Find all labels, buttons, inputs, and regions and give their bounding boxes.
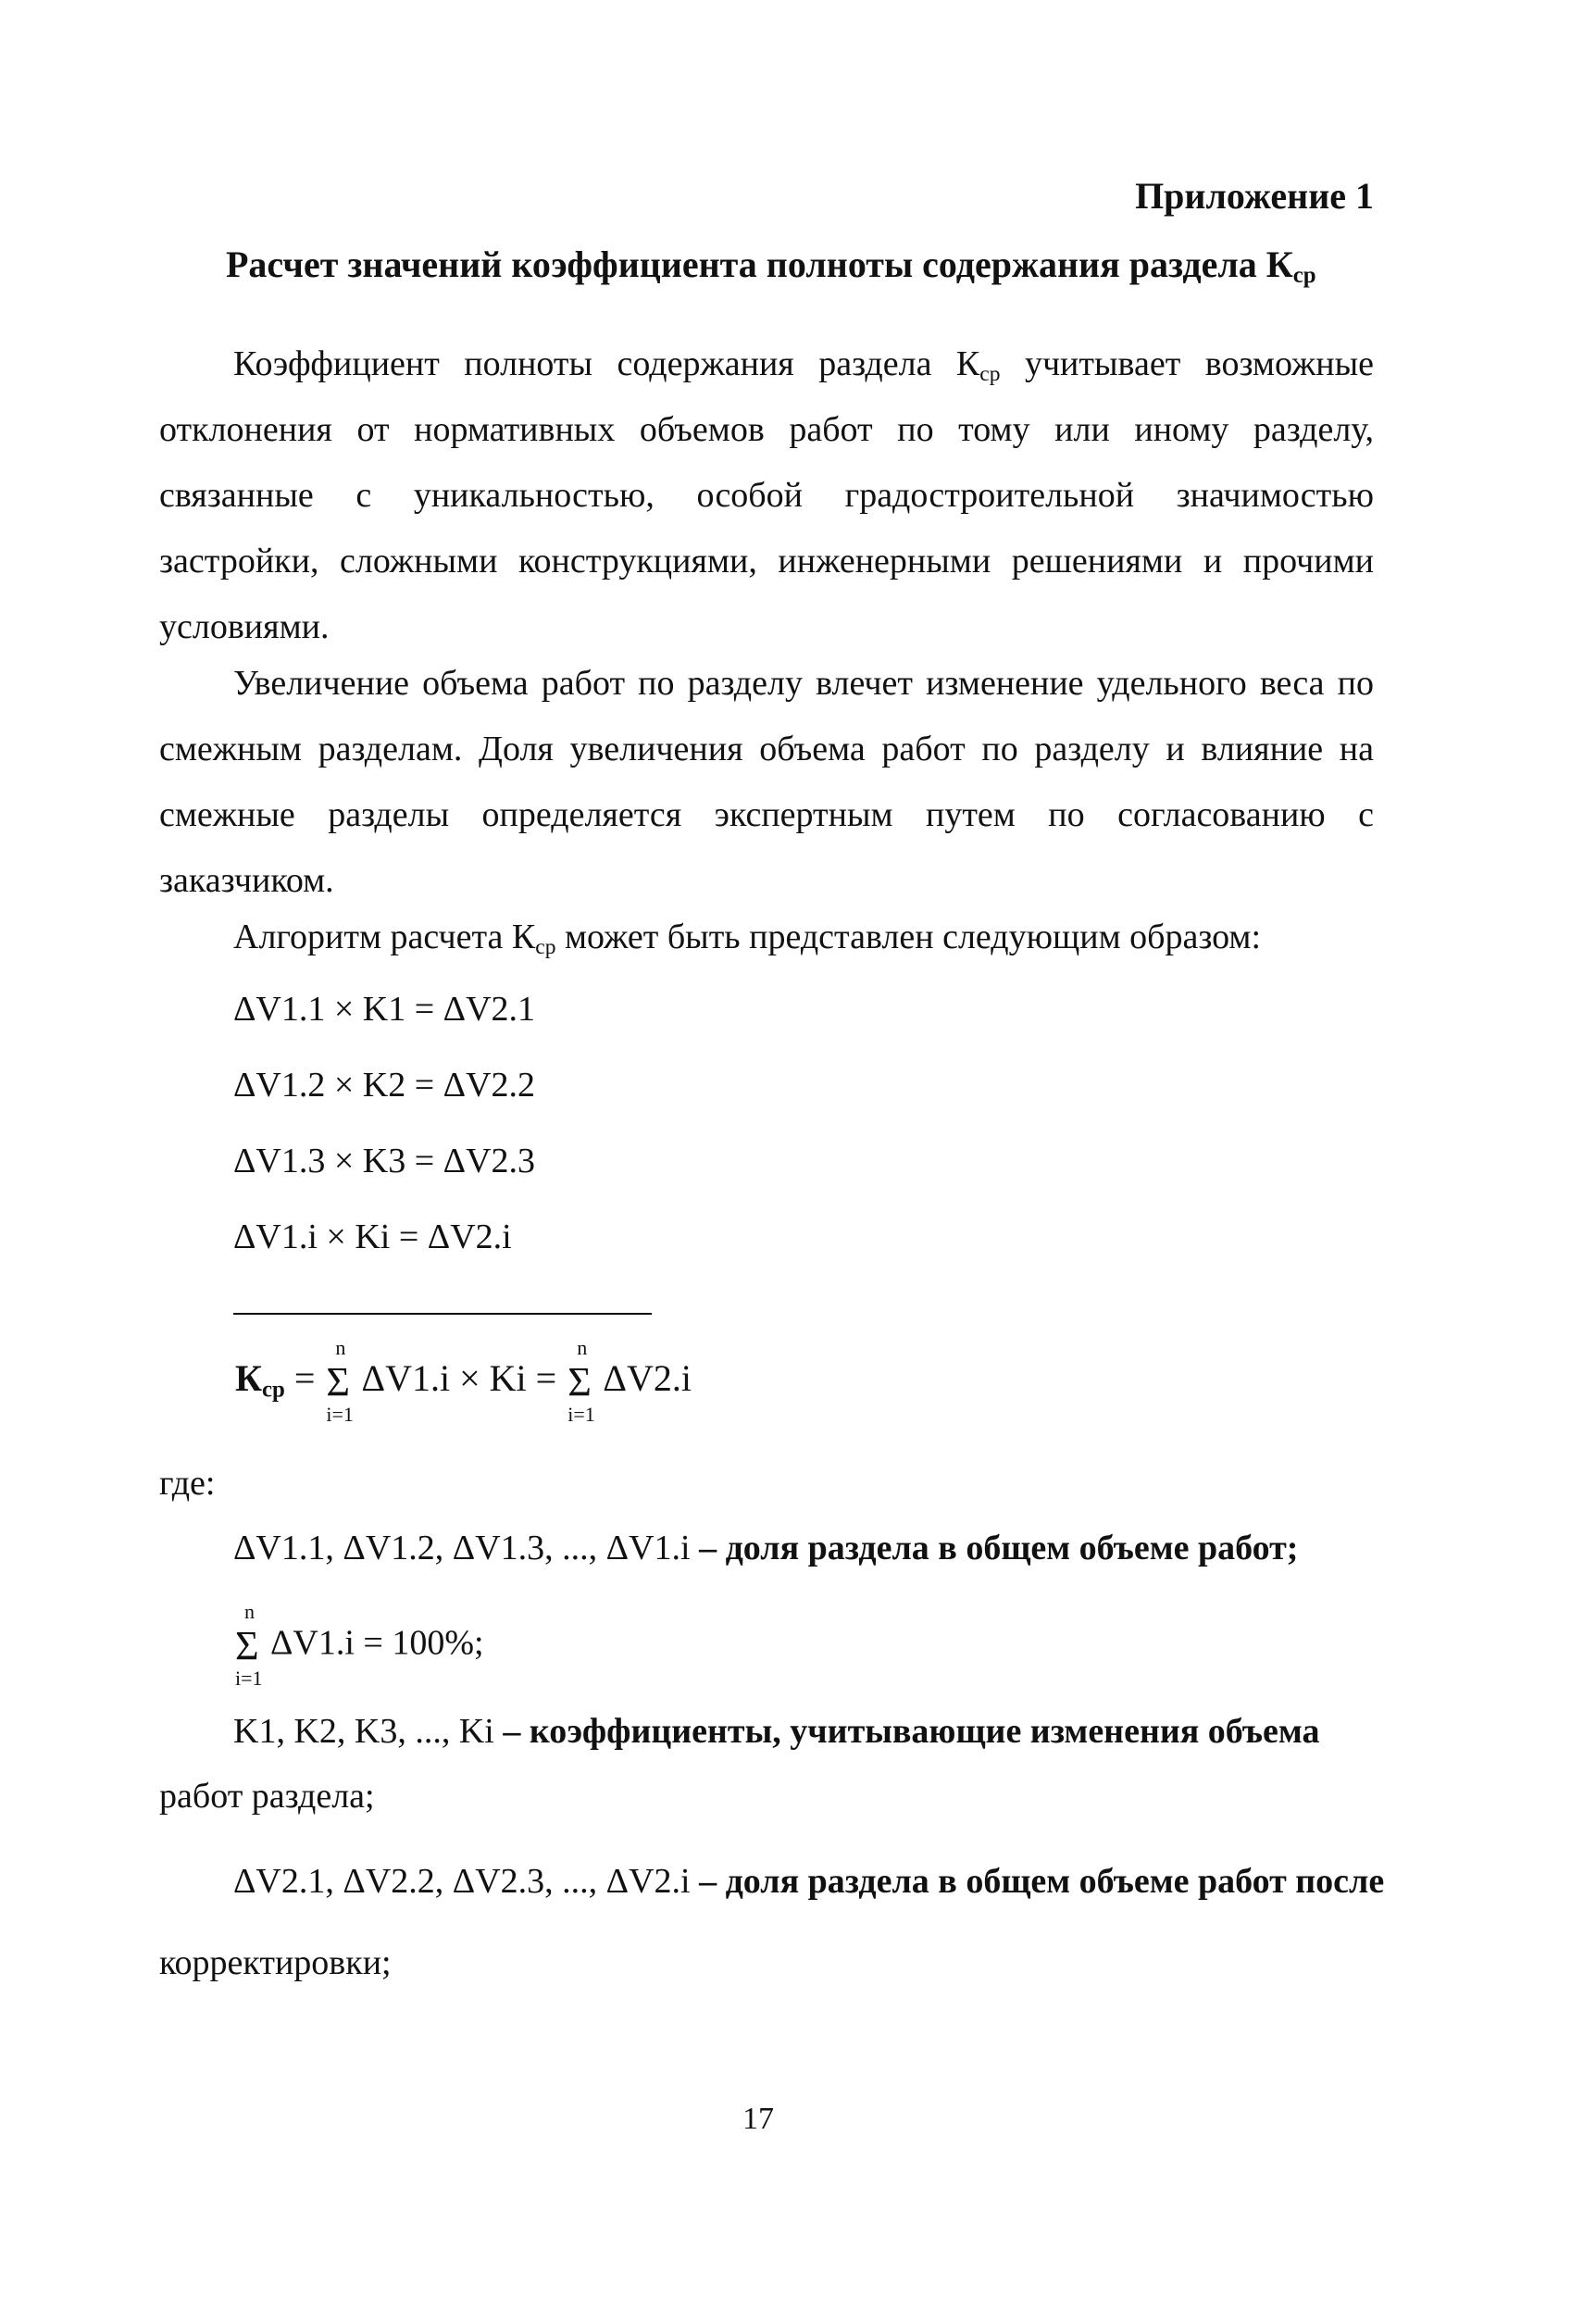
definition-delta-v1-text: – доля раздела в общем объеме работ; bbox=[690, 1529, 1299, 1567]
page-title bbox=[226, 243, 1316, 289]
equation-1: ΔV1.1 × K1 = ΔV2.1 bbox=[233, 990, 536, 1029]
sum-upper-limit: n bbox=[244, 1600, 255, 1623]
page-number: 17 bbox=[742, 2102, 774, 2136]
definition-coefficients-continued: работ раздела; bbox=[159, 1777, 375, 1816]
algorithm-intro-subscript: ср bbox=[535, 934, 556, 959]
ksum-term-1: ΔV1.i × Ki bbox=[361, 1357, 527, 1400]
algorithm-intro bbox=[233, 917, 1261, 957]
sum-equals-hundred-text: ΔV1.i = 100%; bbox=[270, 1623, 484, 1663]
paragraph-1-start: Коэффициент полноты содержания раздела К bbox=[233, 344, 980, 383]
sum-lower-limit: i=1 bbox=[235, 1667, 263, 1690]
sum-upper-limit: n bbox=[335, 1336, 346, 1359]
definition-delta-v2-math: ΔV2.1, ΔV2.2, ΔV2.3, ..., ΔV2.i bbox=[233, 1862, 691, 1901]
paragraph-volume-increase bbox=[159, 651, 1374, 914]
paragraph-1-subscript: ср bbox=[979, 361, 1001, 386]
summation-icon: n Σ i=1 bbox=[235, 1600, 263, 1690]
definition-coefficients-math: K1, K2, K3, ..., Ki bbox=[233, 1712, 494, 1751]
sum-lower-limit: i=1 bbox=[567, 1403, 595, 1426]
algorithm-intro-rest: может быть представлен следующим образом: bbox=[555, 918, 1262, 956]
equation-divider bbox=[233, 1313, 652, 1315]
paragraph-1-rest: учитывает возможные отклонения от нормативных объемов работ по тому или иному разделу, связанные с уникальностью, особой градостроительной значимостью застройки, сложными конструкциями, инженерными решениями и прочими условиями. bbox=[159, 344, 1375, 646]
page-title-text: Расчет значений коэффициента полноты содержания раздела К bbox=[226, 243, 1293, 285]
definition-delta-v2 bbox=[233, 1861, 1384, 1902]
sum-lower-limit: i=1 bbox=[326, 1403, 354, 1426]
ksum-formula bbox=[235, 1336, 692, 1438]
definition-delta-v2-continued: корректировки; bbox=[159, 1943, 392, 1982]
paragraph-coefficient-description bbox=[159, 331, 1374, 660]
paragraph-2-text: Увеличение объема работ по разделу влечет изменение удельного веса по смежным разделам. Доля увеличения объема работ по разделу и влияние на смежные разделы определяется экспертным путем по согласованию с заказчиком. bbox=[159, 664, 1374, 900]
equals-sign: = bbox=[535, 1357, 567, 1400]
equation-4: ΔV1.i × Ki = ΔV2.i bbox=[233, 1217, 512, 1256]
ksum-subscript: ср bbox=[262, 1377, 285, 1403]
page-title-subscript: ср bbox=[1292, 263, 1316, 289]
summation-icon: n Σ i=1 bbox=[326, 1336, 354, 1426]
definition-coefficients-text: – коэффициенты, учитывающие изменения объема bbox=[503, 1712, 1320, 1751]
equation-3: ΔV1.3 × K3 = ΔV2.3 bbox=[233, 1142, 536, 1180]
sum-upper-limit: n bbox=[577, 1336, 588, 1359]
summation-icon: n Σ i=1 bbox=[567, 1336, 595, 1426]
definition-coefficients bbox=[233, 1711, 1320, 1752]
algorithm-intro-start: Алгоритм расчета К bbox=[233, 918, 536, 956]
definition-delta-v2-text: – доля раздела в общем объеме работ после bbox=[690, 1862, 1385, 1901]
ksum-label: К bbox=[235, 1357, 263, 1400]
sum-equals-hundred bbox=[233, 1600, 484, 1692]
ksum-term-2: ΔV2.i bbox=[603, 1357, 692, 1400]
definition-delta-v1-math: ΔV1.1, ΔV1.2, ΔV1.3, ..., ΔV1.i bbox=[233, 1529, 691, 1567]
appendix-label: Приложение 1 bbox=[1135, 175, 1374, 217]
equation-2: ΔV1.2 × K2 = ΔV2.2 bbox=[233, 1066, 536, 1105]
equals-sign: = bbox=[293, 1357, 325, 1400]
where-label: где: bbox=[159, 1464, 216, 1503]
definition-delta-v1 bbox=[233, 1528, 1298, 1568]
